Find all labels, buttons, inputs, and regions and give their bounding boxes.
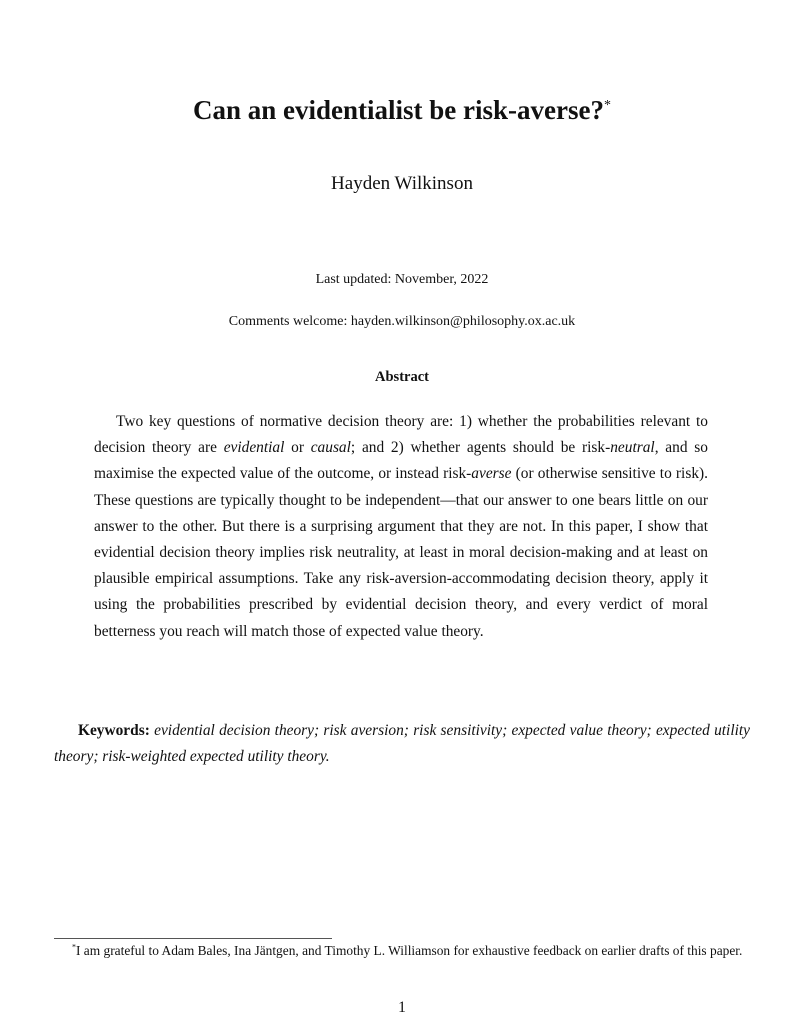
abstract-text-segment: ; and 2) whether agents should be risk- [350, 439, 611, 457]
footnote-text: I am grateful to Adam Bales, Ina Jäntgen, and Timothy L. Williamson for exhaustive feedback on earlier drafts of this paper. [76, 943, 743, 958]
page-number: 1 [398, 999, 406, 1016]
comments-contact-line: Comments welcome: hayden.wilkinson@philosophy.ox.ac.uk [228, 314, 576, 329]
abstract-text-segment: (or otherwise sensitive to risk). These questions are typically thought to be independent—that our answer to one bears little on our answer to the other. But there is a surprising argument that they are not. In this paper, I show that evidential decision theory implies risk neutrality, at least in moral decision-making and at least on plausible empirical assumptions. Take any risk-aversion-accommodating decision theory, apply it using the probabilities prescribed by evidential decision theory, and every verdict of moral betterness you reach will match those of expected value theory. [94, 465, 708, 640]
abstract-text-segment: , and so maximise the expected value of the outcome, or instead risk- [94, 439, 708, 483]
paper-title [0, 88, 804, 132]
title-footnote-mark: * [604, 98, 611, 113]
footnote-divider [54, 938, 332, 939]
abstract-emphasis: causal [310, 439, 351, 457]
footnote [54, 942, 750, 960]
abstract-emphasis: averse [471, 465, 512, 483]
paper-title-text: Can an evidentialist be risk-averse? [193, 95, 604, 125]
footnote-mark: * [72, 942, 76, 952]
abstract-heading: Abstract [375, 369, 429, 385]
author-name: Hayden Wilkinson [331, 173, 473, 194]
keywords-paragraph [54, 718, 750, 770]
abstract-body [94, 409, 708, 645]
abstract-emphasis: evidential [223, 439, 285, 457]
abstract-emphasis: neutral [610, 439, 655, 457]
abstract-text-segment: Two key questions of normative decision theory are: 1) whether the probabilities relevant to decision theory are [94, 413, 708, 457]
keywords-label: Keywords: [78, 722, 150, 739]
abstract-text-segment: or [284, 439, 311, 457]
keywords-list: evidential decision theory; risk aversion; risk sensitivity; expected value theory; expected utility theory; risk-weighted expected utility theory. [54, 722, 750, 765]
last-updated-line: Last updated: November, 2022 [315, 272, 489, 287]
